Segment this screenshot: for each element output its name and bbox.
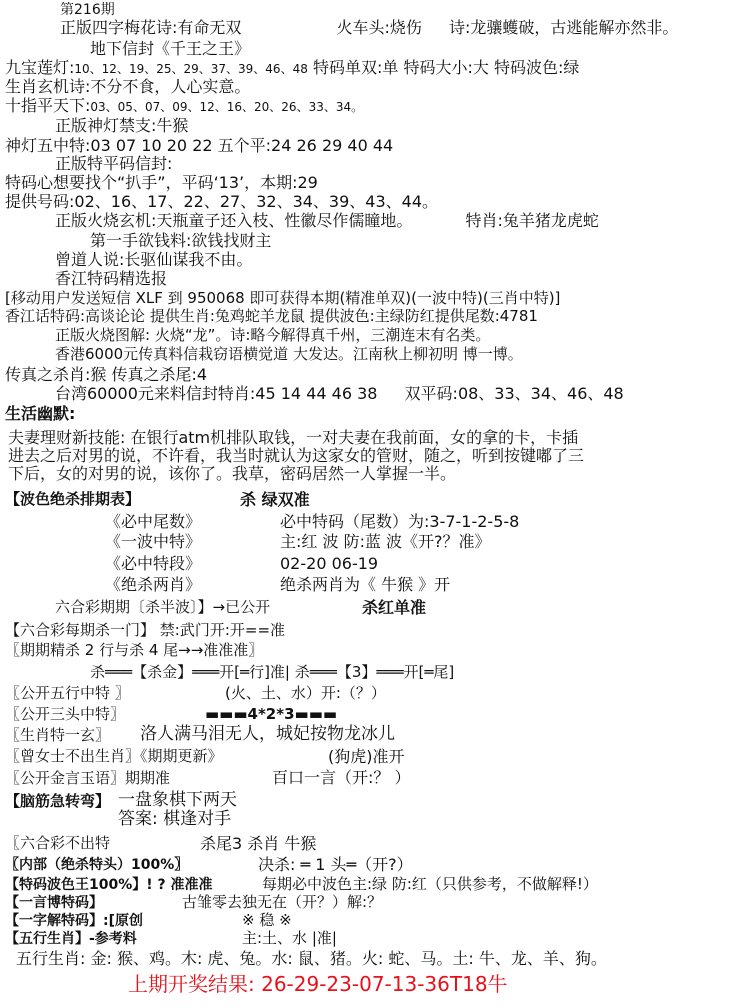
shendeng-ban: 正版神灯禁支:牛猴 bbox=[55, 116, 189, 135]
buchu-value: 杀尾3 杀肖 牛猴 bbox=[200, 834, 317, 853]
wuxing-sx-value: 主:土、水 |准| bbox=[242, 929, 337, 947]
xuanji-line bbox=[5, 79, 250, 95]
sms-line: [移动用户发送短信 XLF 到 950068 即可获得本期(精准单双)(一波中特)(三肖中特)] bbox=[5, 289, 561, 307]
boteyan-value: 古雏零去独无在（开？）解:？ bbox=[182, 893, 383, 911]
poem-value: 有命无双 bbox=[177, 18, 242, 37]
jiubao-numbers: 10、12、19、25、29、37、39、46、48 bbox=[74, 62, 308, 76]
huoshao-img-line: 正版火烧图解: 火烧“龙”。诗:略今解得真千州，三潮连末有名类。 bbox=[55, 326, 491, 344]
last-draw-result: 上期开奖结果: 26-29-23-07-13-36T18牛 bbox=[128, 972, 508, 996]
tigong-numbers: 02、16、17、22、27、32、34、39、43、44。 bbox=[74, 192, 439, 211]
buchu-label: 〖六合彩不出特 bbox=[5, 834, 111, 852]
bosewang-label: 【特码波色王100%】! ? 准准准 bbox=[5, 877, 213, 893]
letter-title: 地下信封《千王之王》 bbox=[90, 39, 251, 58]
humor-line-3: 下后，女的对男的说，该你了。我草，密码居然一人掌握一半。 bbox=[8, 464, 457, 483]
tw-double-label: 双平码: bbox=[404, 384, 458, 403]
shendeng-five: 24 26 29 40 44 bbox=[271, 136, 394, 155]
xuanji-value: 不分不食，人心实意。 bbox=[90, 77, 251, 96]
tw-label: 台湾60000元来料信封特肖: bbox=[55, 384, 256, 403]
table-label-4: 《绝杀两肖》 bbox=[105, 575, 202, 594]
naojin-answer: 答案: 棋逢对手 bbox=[118, 809, 232, 829]
jinyu-value: 百口一言（开:？ ） bbox=[272, 768, 411, 787]
humor-line-1: 夫妻理财新技能: 在银行atm机排队取钱，一对夫妻在我前面，女的拿的卡，卡插 bbox=[8, 428, 579, 447]
xinxiang-line: 特码心想要找个“扒手”，平码‘13’，本期:29 bbox=[5, 173, 318, 192]
wuxing-list: 五行生肖: 金: 猴、鸡。木: 虎、兔。水: 鼠、猪。火: 蛇、马。土: 牛、龙、羊、狗。 bbox=[16, 949, 607, 968]
tw-numbers: 45 14 44 46 38 bbox=[255, 384, 378, 403]
bose-title: 【波色绝杀排期表】 bbox=[5, 490, 141, 508]
table-value-1: 必中特码（尾数）为:3-7-1-2-5-8 bbox=[280, 512, 520, 531]
jinyu-label: 〖公开金言玉语〗期期准 bbox=[5, 769, 171, 787]
poem-line bbox=[60, 20, 678, 36]
issue-number: 第216期 bbox=[60, 2, 115, 18]
humor-line-2: 进去之后对男的说，不许看，我当时就认为这家女的管财，随之，听到按键嘟了三 bbox=[8, 446, 585, 465]
neibu-value: 决杀: ═ 1 头═（开?） bbox=[258, 855, 413, 874]
table-value-4: 绝杀两肖为《 牛猴 》开 bbox=[280, 575, 451, 594]
shendeng-numbers: 03 07 10 20 22 bbox=[90, 136, 213, 155]
boteyan-label: 【一言博特码】 bbox=[5, 895, 103, 911]
bosewang-value: 每期必中波色主:绿 防:红（只供参考，不做解释!） bbox=[262, 875, 598, 893]
shendeng-label: 神灯五中特: bbox=[5, 136, 91, 155]
poem-label: 正版四字梅花诗: bbox=[60, 18, 178, 37]
hk6000-line: 香港6000元传真料信栽窃语横觉道 大发达。江南秋上柳初明 博一博。 bbox=[55, 345, 523, 363]
wave: 特码波色:绿 bbox=[493, 58, 580, 77]
shendeng-five-label: 五个平: bbox=[217, 136, 272, 155]
parity: 特码单双:单 bbox=[312, 58, 399, 77]
shendeng-line bbox=[5, 138, 393, 154]
shizhi-label: 十指平天下: bbox=[5, 96, 91, 115]
xuanji-label: 生肖玄机诗: bbox=[5, 77, 91, 96]
table-label-2: 《一波中特》 bbox=[105, 532, 202, 551]
table-label-1: 《必中尾数》 bbox=[105, 512, 202, 531]
yizi-label: 〖生肖特一玄〗 bbox=[5, 726, 111, 744]
jiubao-label: 九宝莲灯: bbox=[5, 58, 75, 77]
xianggang-jx: 香江特码精选报 bbox=[55, 269, 168, 288]
fire-label: 火车头: bbox=[336, 18, 390, 37]
zengnvshi-label: 〖曾女士不出生肖〗《期期更新》 bbox=[5, 747, 223, 765]
wuxing-sx-label: 【五行生肖】-参考料 bbox=[5, 931, 137, 947]
jiete-label: 【一字解特码】:[原创 bbox=[5, 913, 143, 929]
xianghua-line: 香江话特码:高谈论论 提供生肖:兔鸡蛇羊龙鼠 提供波色:主绿防红提供尾数:4781 bbox=[5, 307, 538, 325]
chuanzhen-line: 传真之杀肖:猴 传真之杀尾:4 bbox=[5, 365, 208, 384]
shizhi-numbers: 03、05、07、09、12、16、20、26、33、34。 bbox=[90, 100, 364, 114]
yizi-value: 洛人满马泪无人，城妃按物龙冰儿 bbox=[140, 724, 395, 744]
tw-double: 08、33、34、46、48 bbox=[457, 384, 624, 403]
kill-row: 杀═══【杀金】═══开[═行]准| 杀═══【3】═══开[═尾] bbox=[90, 663, 455, 681]
wuxing-label: 〖公开五行中特 〗 bbox=[5, 684, 130, 702]
cengdao-line: 曾道人说:长驱仙谋我不由。 bbox=[55, 250, 253, 269]
table-label-3: 《必中特段》 bbox=[105, 554, 202, 573]
size: 特码大小:大 bbox=[403, 58, 489, 77]
liuhe-half: 六合彩期期〔杀半波〕】→已公开 bbox=[55, 598, 271, 616]
neibu-label: 〖内部（绝杀特头）100%〗 bbox=[5, 857, 189, 873]
sanxiao-label: 〖公开三头中特〗 bbox=[5, 705, 126, 723]
tw60000-line bbox=[55, 386, 624, 402]
humor-title: 生活幽默: bbox=[5, 404, 76, 423]
table-value-3: 02-20 06-19 bbox=[280, 554, 379, 573]
table-value-2: 主:红 波 防:蓝 波《开?？准》 bbox=[280, 532, 491, 551]
bose-kill: 杀 绿双准 bbox=[240, 490, 310, 509]
jiete-value: ※ 稳 ※ bbox=[242, 911, 292, 929]
naojin-question: 一盘象棋下两天 bbox=[118, 790, 237, 810]
yimen-line: 【六合彩每期杀一门】 禁:武门开:开==准 bbox=[5, 621, 286, 639]
wuxing-value: (火、土、水）开:（？） bbox=[225, 684, 386, 702]
fire-value: 烧伤 bbox=[389, 18, 422, 37]
kill-red: 杀红单准 bbox=[362, 598, 427, 617]
huoshao-text: 正版火烧玄机:天瓶童子还入枝、性徽尽作儒瞳地。 bbox=[55, 211, 413, 230]
shizhi-line bbox=[5, 98, 363, 114]
pingma-letter: 正版特平码信封: bbox=[55, 154, 173, 173]
huoshao-line bbox=[55, 213, 599, 229]
zengnvshi-value: (狗虎)准开 bbox=[328, 747, 405, 766]
tigong-label: 提供号码: bbox=[5, 192, 75, 211]
huoshao-zodiac: 特肖:兔羊猪龙虎蛇 bbox=[465, 211, 599, 230]
sanxiao-value: ▬▬▬4*2*3▬▬▬ bbox=[205, 705, 338, 723]
jiubao-line bbox=[5, 60, 579, 76]
poem-verse: 诗:龙骧蠖破，古逃能解亦然非。 bbox=[449, 18, 679, 37]
naojin-label: 【脑筋急转弯】 bbox=[5, 792, 111, 810]
diyi-line: 第一手欲钱料:欲钱找财主 bbox=[90, 231, 272, 250]
qijing-line: 〖期期精杀 2 行与杀 4 尾→→准准准〗 bbox=[5, 641, 264, 659]
tigong-line bbox=[5, 194, 438, 210]
